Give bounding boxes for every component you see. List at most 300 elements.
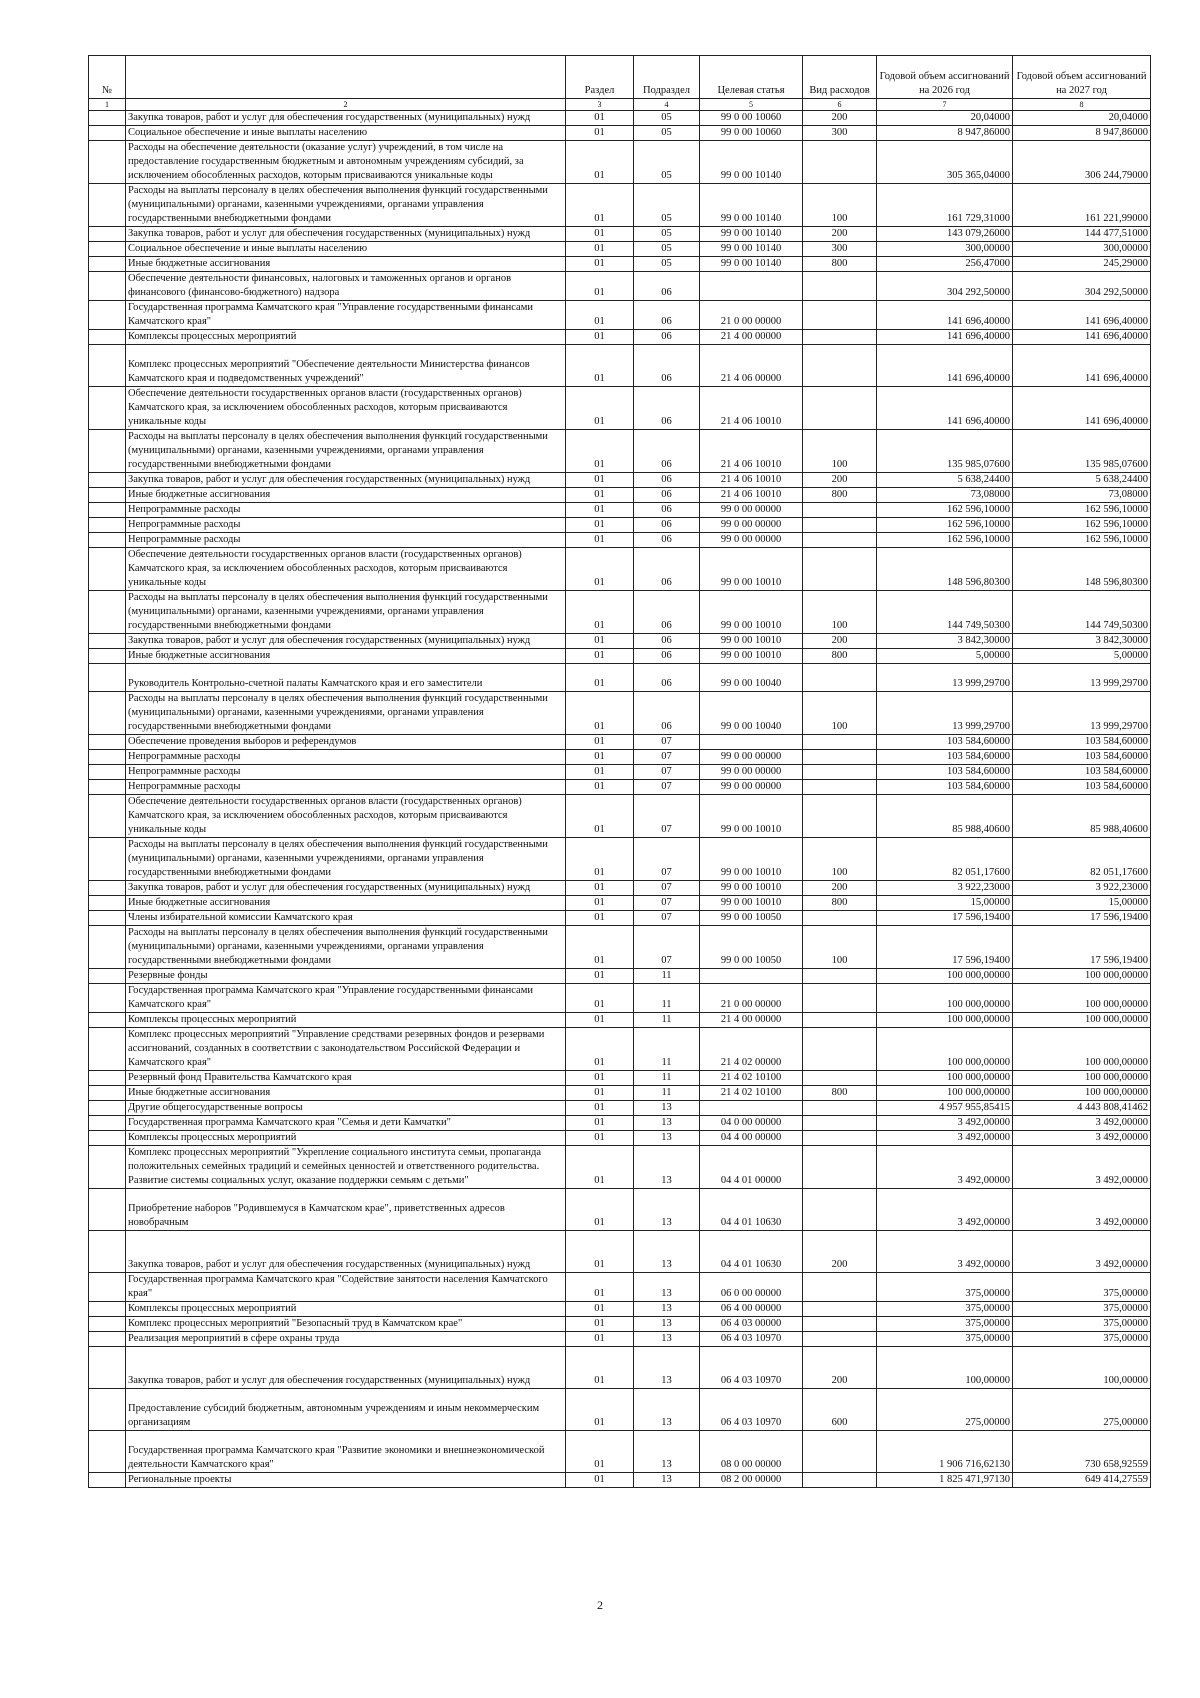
row-subsection-cell: 11	[634, 1071, 700, 1086]
row-subsection-cell: 13	[634, 1231, 700, 1273]
row-amount-2026-cell: 17 596,19400	[877, 911, 1013, 926]
row-name-cell: Расходы на выплаты персоналу в целях обеспечения выполнения функций государственными (муниципальными) органами, казенными учреждениями, органами управления государственными внебюджетными фондами	[126, 692, 566, 735]
row-target-cell: 21 4 02 10100	[700, 1086, 803, 1101]
row-section-cell: 01	[566, 141, 634, 184]
row-amount-2027-cell: 100 000,00000	[1013, 984, 1151, 1013]
row-target-cell: 99 0 00 10010	[700, 548, 803, 591]
table-row	[89, 838, 1151, 881]
row-number-cell	[89, 548, 126, 591]
row-section-cell: 01	[566, 1116, 634, 1131]
row-amount-2026-cell: 5 638,24400	[877, 473, 1013, 488]
row-target-cell: 99 0 00 10140	[700, 141, 803, 184]
row-section-cell: 01	[566, 1473, 634, 1488]
row-target-cell: 21 4 00 00000	[700, 1013, 803, 1028]
table-row	[89, 1473, 1151, 1488]
row-amount-2026-cell: 82 051,17600	[877, 838, 1013, 881]
row-subsection-cell: 07	[634, 838, 700, 881]
row-name-cell: Комплексы процессных мероприятий	[126, 1302, 566, 1317]
row-name-cell: Комплекс процессных мероприятий "Управление средствами резервных фондов и резервами ассигнований, созданных в соответствии с законодательством Российской Федерации и Камчатского края"	[126, 1028, 566, 1071]
row-target-cell: 06 4 03 00000	[700, 1317, 803, 1332]
header-index: 7	[877, 99, 1013, 111]
row-number-cell	[89, 1086, 126, 1101]
row-amount-2026-cell: 141 696,40000	[877, 387, 1013, 430]
header-target: Целевая статья	[700, 56, 803, 99]
row-number-cell	[89, 591, 126, 634]
row-target-cell: 99 0 00 10010	[700, 881, 803, 896]
row-number-cell	[89, 518, 126, 533]
row-target-cell: 06 4 03 10970	[700, 1347, 803, 1389]
row-section-cell: 01	[566, 503, 634, 518]
row-number-cell	[89, 1431, 126, 1473]
table-row	[89, 242, 1151, 257]
row-amount-2027-cell: 4 443 808,41462	[1013, 1101, 1151, 1116]
row-amount-2027-cell: 144 477,51000	[1013, 227, 1151, 242]
row-number-cell	[89, 1273, 126, 1302]
row-section-cell: 01	[566, 301, 634, 330]
row-amount-2026-cell: 17 596,19400	[877, 926, 1013, 969]
row-number-cell	[89, 1347, 126, 1389]
row-subsection-cell: 06	[634, 692, 700, 735]
row-amount-2027-cell: 15,00000	[1013, 896, 1151, 911]
row-expense-type-cell: 200	[803, 473, 877, 488]
row-amount-2027-cell: 162 596,10000	[1013, 518, 1151, 533]
row-subsection-cell: 13	[634, 1189, 700, 1231]
row-target-cell: 99 0 00 10060	[700, 126, 803, 141]
row-amount-2027-cell: 245,29000	[1013, 257, 1151, 272]
row-section-cell: 01	[566, 387, 634, 430]
row-expense-type-cell: 100	[803, 184, 877, 227]
row-section-cell: 01	[566, 795, 634, 838]
row-section-cell: 01	[566, 518, 634, 533]
row-target-cell: 21 4 06 10010	[700, 488, 803, 503]
row-number-cell	[89, 242, 126, 257]
row-subsection-cell: 07	[634, 765, 700, 780]
row-amount-2027-cell: 300,00000	[1013, 242, 1151, 257]
row-subsection-cell: 06	[634, 664, 700, 692]
row-amount-2027-cell: 17 596,19400	[1013, 926, 1151, 969]
row-section-cell: 01	[566, 896, 634, 911]
row-target-cell: 99 0 00 00000	[700, 765, 803, 780]
row-target-cell: 99 0 00 10140	[700, 227, 803, 242]
table-row	[89, 735, 1151, 750]
table-row	[89, 1131, 1151, 1146]
row-target-cell: 21 4 06 10010	[700, 473, 803, 488]
table-row	[89, 1028, 1151, 1071]
row-name-cell: Расходы на выплаты персоналу в целях обеспечения выполнения функций государственными (муниципальными) органами, казенными учреждениями, органами управления государственными внебюджетными фондами	[126, 430, 566, 473]
row-section-cell: 01	[566, 1013, 634, 1028]
row-expense-type-cell: 200	[803, 227, 877, 242]
row-amount-2026-cell: 3 492,00000	[877, 1131, 1013, 1146]
row-number-cell	[89, 1028, 126, 1071]
row-target-cell: 99 0 00 00000	[700, 503, 803, 518]
row-subsection-cell: 13	[634, 1332, 700, 1347]
table-row	[89, 272, 1151, 301]
row-section-cell: 01	[566, 969, 634, 984]
header-year-2026: Годовой объем ассигнований на 2026 год	[877, 56, 1013, 99]
row-subsection-cell: 05	[634, 126, 700, 141]
row-subsection-cell: 07	[634, 735, 700, 750]
row-amount-2026-cell: 162 596,10000	[877, 533, 1013, 548]
table-row	[89, 649, 1151, 664]
row-subsection-cell: 07	[634, 926, 700, 969]
row-number-cell	[89, 1231, 126, 1273]
row-expense-type-cell: 200	[803, 111, 877, 126]
row-target-cell: 08 2 00 00000	[700, 1473, 803, 1488]
row-expense-type-cell: 600	[803, 1389, 877, 1431]
row-subsection-cell: 05	[634, 227, 700, 242]
row-expense-type-cell: 800	[803, 488, 877, 503]
row-amount-2026-cell: 144 749,50300	[877, 591, 1013, 634]
table-row	[89, 184, 1151, 227]
row-name-cell: Обеспечение деятельности финансовых, налоговых и таможенных органов и органов финансового (финансово-бюджетного) надзора	[126, 272, 566, 301]
row-amount-2027-cell: 103 584,60000	[1013, 750, 1151, 765]
row-target-cell: 99 0 00 00000	[700, 518, 803, 533]
row-expense-type-cell	[803, 1431, 877, 1473]
row-expense-type-cell	[803, 1131, 877, 1146]
table-row	[89, 1231, 1151, 1273]
row-name-cell: Приобретение наборов "Родившемуся в Камчатском крае", приветственных адресов новобрачным	[126, 1189, 566, 1231]
row-target-cell: 99 0 00 10010	[700, 591, 803, 634]
row-amount-2026-cell: 103 584,60000	[877, 735, 1013, 750]
row-target-cell: 99 0 00 00000	[700, 750, 803, 765]
row-number-cell	[89, 881, 126, 896]
row-expense-type-cell	[803, 518, 877, 533]
row-expense-type-cell	[803, 1071, 877, 1086]
row-name-cell: Государственная программа Камчатского края "Управление государственными финансами Камчатского края"	[126, 301, 566, 330]
header-index: 1	[89, 99, 126, 111]
row-number-cell	[89, 926, 126, 969]
table-row	[89, 257, 1151, 272]
row-section-cell: 01	[566, 227, 634, 242]
row-amount-2026-cell: 13 999,29700	[877, 692, 1013, 735]
row-number-cell	[89, 330, 126, 345]
row-subsection-cell: 06	[634, 345, 700, 387]
row-subsection-cell: 05	[634, 184, 700, 227]
table-row	[89, 1273, 1151, 1302]
row-name-cell: Расходы на выплаты персоналу в целях обеспечения выполнения функций государственными (муниципальными) органами, казенными учреждениями, органами управления государственными внебюджетными фондами	[126, 926, 566, 969]
row-amount-2026-cell: 100 000,00000	[877, 1013, 1013, 1028]
row-name-cell: Закупка товаров, работ и услуг для обеспечения государственных (муниципальных) нужд	[126, 881, 566, 896]
row-amount-2026-cell: 13 999,29700	[877, 664, 1013, 692]
row-expense-type-cell	[803, 1146, 877, 1189]
header-index: 5	[700, 99, 803, 111]
row-target-cell: 21 4 06 00000	[700, 345, 803, 387]
row-amount-2027-cell: 375,00000	[1013, 1332, 1151, 1347]
table-row	[89, 1116, 1151, 1131]
table-row	[89, 548, 1151, 591]
row-subsection-cell: 06	[634, 548, 700, 591]
row-amount-2027-cell: 5 638,24400	[1013, 473, 1151, 488]
row-subsection-cell: 13	[634, 1273, 700, 1302]
row-subsection-cell: 06	[634, 387, 700, 430]
row-amount-2026-cell: 73,08000	[877, 488, 1013, 503]
row-section-cell: 01	[566, 911, 634, 926]
row-section-cell: 01	[566, 473, 634, 488]
row-expense-type-cell	[803, 1101, 877, 1116]
row-amount-2027-cell: 13 999,29700	[1013, 664, 1151, 692]
row-name-cell: Государственная программа Камчатского края "Управление государственными финансами Камчатского края"	[126, 984, 566, 1013]
header-index: 8	[1013, 99, 1151, 111]
row-amount-2027-cell: 141 696,40000	[1013, 345, 1151, 387]
header-index: 4	[634, 99, 700, 111]
row-target-cell: 99 0 00 00000	[700, 780, 803, 795]
table-row	[89, 141, 1151, 184]
row-section-cell: 01	[566, 272, 634, 301]
row-target-cell: 99 0 00 10010	[700, 649, 803, 664]
row-subsection-cell: 06	[634, 430, 700, 473]
row-expense-type-cell	[803, 1302, 877, 1317]
table-row	[89, 126, 1151, 141]
row-target-cell: 06 0 00 00000	[700, 1273, 803, 1302]
row-amount-2026-cell: 100 000,00000	[877, 1071, 1013, 1086]
row-target-cell: 04 4 01 10630	[700, 1189, 803, 1231]
table-row	[89, 1189, 1151, 1231]
header-expense-type: Вид расходов	[803, 56, 877, 99]
header-section: Раздел	[566, 56, 634, 99]
row-name-cell: Государственная программа Камчатского края "Развитие экономики и внешнеэкономической деятельности Камчатского края"	[126, 1431, 566, 1473]
row-section-cell: 01	[566, 548, 634, 591]
row-amount-2026-cell: 100 000,00000	[877, 1086, 1013, 1101]
row-amount-2026-cell: 275,00000	[877, 1389, 1013, 1431]
row-amount-2026-cell: 300,00000	[877, 242, 1013, 257]
row-expense-type-cell: 800	[803, 1086, 877, 1101]
row-expense-type-cell	[803, 301, 877, 330]
table-row	[89, 926, 1151, 969]
row-target-cell: 99 0 00 10040	[700, 692, 803, 735]
row-expense-type-cell	[803, 141, 877, 184]
table-row	[89, 984, 1151, 1013]
row-section-cell: 01	[566, 1071, 634, 1086]
row-amount-2026-cell: 100 000,00000	[877, 984, 1013, 1013]
row-amount-2026-cell: 256,47000	[877, 257, 1013, 272]
row-number-cell	[89, 272, 126, 301]
row-subsection-cell: 07	[634, 911, 700, 926]
table-row	[89, 533, 1151, 548]
row-amount-2027-cell: 161 221,99000	[1013, 184, 1151, 227]
row-name-cell: Обеспечение деятельности государственных органов власти (государственных органов) Камчатского края, за исключением обособленных расходов, которым присваиваются уникальные коды	[126, 795, 566, 838]
row-expense-type-cell	[803, 969, 877, 984]
row-section-cell: 01	[566, 111, 634, 126]
row-expense-type-cell	[803, 548, 877, 591]
row-subsection-cell: 06	[634, 301, 700, 330]
row-number-cell	[89, 126, 126, 141]
row-amount-2026-cell: 103 584,60000	[877, 750, 1013, 765]
row-name-cell: Комплекс процессных мероприятий "Укрепление социального института семьи, пропаганда положительных семейных традиций и семейных ценностей и ответственного родительства. Развитие системы социальных услуг, оказание поддержки семьям с детьми"	[126, 1146, 566, 1189]
table-row	[89, 765, 1151, 780]
row-name-cell: Обеспечение проведения выборов и референдумов	[126, 735, 566, 750]
row-target-cell: 99 0 00 10010	[700, 896, 803, 911]
row-target-cell: 06 4 00 00000	[700, 1302, 803, 1317]
row-amount-2026-cell: 5,00000	[877, 649, 1013, 664]
row-target-cell: 99 0 00 10050	[700, 911, 803, 926]
row-amount-2026-cell: 135 985,07600	[877, 430, 1013, 473]
table-row	[89, 1332, 1151, 1347]
row-amount-2027-cell: 306 244,79000	[1013, 141, 1151, 184]
row-amount-2027-cell: 649 414,27559	[1013, 1473, 1151, 1488]
row-amount-2026-cell: 3 492,00000	[877, 1231, 1013, 1273]
row-target-cell: 08 0 00 00000	[700, 1431, 803, 1473]
row-amount-2027-cell: 100 000,00000	[1013, 1086, 1151, 1101]
row-amount-2026-cell: 100,00000	[877, 1347, 1013, 1389]
row-amount-2026-cell: 3 492,00000	[877, 1146, 1013, 1189]
row-section-cell: 01	[566, 242, 634, 257]
row-name-cell: Комплекс процессных мероприятий "Безопасный труд в Камчатском крае"	[126, 1317, 566, 1332]
row-subsection-cell: 13	[634, 1473, 700, 1488]
table-row	[89, 1086, 1151, 1101]
row-amount-2026-cell: 3 492,00000	[877, 1116, 1013, 1131]
row-expense-type-cell	[803, 1116, 877, 1131]
row-subsection-cell: 06	[634, 649, 700, 664]
row-number-cell	[89, 1131, 126, 1146]
row-subsection-cell: 05	[634, 141, 700, 184]
table-header	[89, 56, 1151, 111]
row-subsection-cell: 06	[634, 518, 700, 533]
row-subsection-cell: 06	[634, 330, 700, 345]
row-amount-2026-cell: 100 000,00000	[877, 1028, 1013, 1071]
row-expense-type-cell	[803, 272, 877, 301]
row-number-cell	[89, 1146, 126, 1189]
row-number-cell	[89, 430, 126, 473]
table-row	[89, 518, 1151, 533]
row-expense-type-cell	[803, 664, 877, 692]
row-name-cell: Непрограммные расходы	[126, 518, 566, 533]
row-amount-2027-cell: 275,00000	[1013, 1389, 1151, 1431]
row-amount-2027-cell: 141 696,40000	[1013, 330, 1151, 345]
row-target-cell: 06 4 03 10970	[700, 1332, 803, 1347]
row-subsection-cell: 11	[634, 969, 700, 984]
row-amount-2027-cell: 82 051,17600	[1013, 838, 1151, 881]
row-name-cell: Комплексы процессных мероприятий	[126, 1131, 566, 1146]
table-row	[89, 1071, 1151, 1086]
row-amount-2026-cell: 3 922,23000	[877, 881, 1013, 896]
row-section-cell: 01	[566, 838, 634, 881]
row-number-cell	[89, 227, 126, 242]
row-number-cell	[89, 141, 126, 184]
row-amount-2027-cell: 13 999,29700	[1013, 692, 1151, 735]
row-target-cell: 04 4 01 00000	[700, 1146, 803, 1189]
row-number-cell	[89, 984, 126, 1013]
row-expense-type-cell	[803, 533, 877, 548]
table-row	[89, 1101, 1151, 1116]
row-amount-2027-cell: 3 492,00000	[1013, 1146, 1151, 1189]
row-subsection-cell: 13	[634, 1347, 700, 1389]
row-name-cell: Обеспечение деятельности государственных органов власти (государственных органов) Камчатского края, за исключением обособленных расходов, которым присваиваются уникальные коды	[126, 387, 566, 430]
row-name-cell: Иные бюджетные ассигнования	[126, 257, 566, 272]
row-expense-type-cell	[803, 387, 877, 430]
row-target-cell: 06 4 03 10970	[700, 1389, 803, 1431]
row-amount-2026-cell: 375,00000	[877, 1317, 1013, 1332]
table-row	[89, 488, 1151, 503]
row-target-cell: 04 4 00 00000	[700, 1131, 803, 1146]
row-section-cell: 01	[566, 1231, 634, 1273]
row-amount-2027-cell: 100,00000	[1013, 1347, 1151, 1389]
row-section-cell: 01	[566, 1431, 634, 1473]
row-name-cell: Непрограммные расходы	[126, 503, 566, 518]
row-expense-type-cell	[803, 911, 877, 926]
row-subsection-cell: 07	[634, 881, 700, 896]
row-amount-2026-cell: 100 000,00000	[877, 969, 1013, 984]
row-number-cell	[89, 750, 126, 765]
row-number-cell	[89, 969, 126, 984]
row-amount-2027-cell: 148 596,80300	[1013, 548, 1151, 591]
row-expense-type-cell	[803, 1013, 877, 1028]
row-target-cell: 21 0 00 00000	[700, 984, 803, 1013]
row-subsection-cell: 05	[634, 111, 700, 126]
row-section-cell: 01	[566, 1332, 634, 1347]
row-amount-2027-cell: 100 000,00000	[1013, 1071, 1151, 1086]
row-number-cell	[89, 896, 126, 911]
header-index: 3	[566, 99, 634, 111]
row-section-cell: 01	[566, 984, 634, 1013]
table-row	[89, 795, 1151, 838]
row-name-cell: Расходы на выплаты персоналу в целях обеспечения выполнения функций государственными (муниципальными) органами, казенными учреждениями, органами управления государственными внебюджетными фондами	[126, 591, 566, 634]
row-number-cell	[89, 1013, 126, 1028]
row-amount-2027-cell: 73,08000	[1013, 488, 1151, 503]
row-name-cell: Закупка товаров, работ и услуг для обеспечения государственных (муниципальных) нужд	[126, 634, 566, 649]
row-number-cell	[89, 735, 126, 750]
row-target-cell: 21 4 02 00000	[700, 1028, 803, 1071]
table-row	[89, 345, 1151, 387]
row-subsection-cell: 07	[634, 896, 700, 911]
row-section-cell: 01	[566, 1101, 634, 1116]
row-amount-2027-cell: 103 584,60000	[1013, 765, 1151, 780]
row-subsection-cell: 06	[634, 503, 700, 518]
row-amount-2027-cell: 17 596,19400	[1013, 911, 1151, 926]
row-subsection-cell: 13	[634, 1431, 700, 1473]
row-number-cell	[89, 1302, 126, 1317]
row-expense-type-cell: 300	[803, 126, 877, 141]
row-name-cell: Реализация мероприятий в сфере охраны труда	[126, 1332, 566, 1347]
row-section-cell: 01	[566, 765, 634, 780]
row-amount-2026-cell: 103 584,60000	[877, 765, 1013, 780]
row-amount-2027-cell: 162 596,10000	[1013, 533, 1151, 548]
row-name-cell: Расходы на выплаты персоналу в целях обеспечения выполнения функций государственными (муниципальными) органами, казенными учреждениями, органами управления государственными внебюджетными фондами	[126, 184, 566, 227]
row-amount-2026-cell: 3 492,00000	[877, 1189, 1013, 1231]
row-amount-2027-cell: 375,00000	[1013, 1302, 1151, 1317]
row-expense-type-cell: 200	[803, 1347, 877, 1389]
row-name-cell: Государственная программа Камчатского края "Семья и дети Камчатки"	[126, 1116, 566, 1131]
row-expense-type-cell	[803, 345, 877, 387]
row-name-cell: Социальное обеспечение и иные выплаты населению	[126, 242, 566, 257]
row-amount-2026-cell: 1 825 471,97130	[877, 1473, 1013, 1488]
row-amount-2027-cell: 20,04000	[1013, 111, 1151, 126]
row-name-cell: Региональные проекты	[126, 1473, 566, 1488]
row-target-cell	[700, 1101, 803, 1116]
row-expense-type-cell	[803, 765, 877, 780]
row-number-cell	[89, 634, 126, 649]
row-expense-type-cell: 100	[803, 926, 877, 969]
row-subsection-cell: 06	[634, 272, 700, 301]
row-number-cell	[89, 649, 126, 664]
row-name-cell: Обеспечение деятельности государственных органов власти (государственных органов) Камчатского края, за исключением обособленных расходов, которым присваиваются уникальные коды	[126, 548, 566, 591]
table-row	[89, 664, 1151, 692]
row-section-cell: 01	[566, 533, 634, 548]
header-year-2027: Годовой объем ассигнований на 2027 год	[1013, 56, 1151, 99]
row-section-cell: 01	[566, 750, 634, 765]
row-number-cell	[89, 184, 126, 227]
row-target-cell: 99 0 00 10040	[700, 664, 803, 692]
row-section-cell: 01	[566, 1028, 634, 1071]
row-amount-2027-cell: 100 000,00000	[1013, 1013, 1151, 1028]
row-section-cell: 01	[566, 1273, 634, 1302]
row-target-cell	[700, 969, 803, 984]
row-name-cell: Закупка товаров, работ и услуг для обеспечения государственных (муниципальных) нужд	[126, 473, 566, 488]
row-amount-2026-cell: 15,00000	[877, 896, 1013, 911]
row-amount-2027-cell: 3 492,00000	[1013, 1189, 1151, 1231]
row-expense-type-cell	[803, 330, 877, 345]
row-number-cell	[89, 911, 126, 926]
row-amount-2026-cell: 161 729,31000	[877, 184, 1013, 227]
